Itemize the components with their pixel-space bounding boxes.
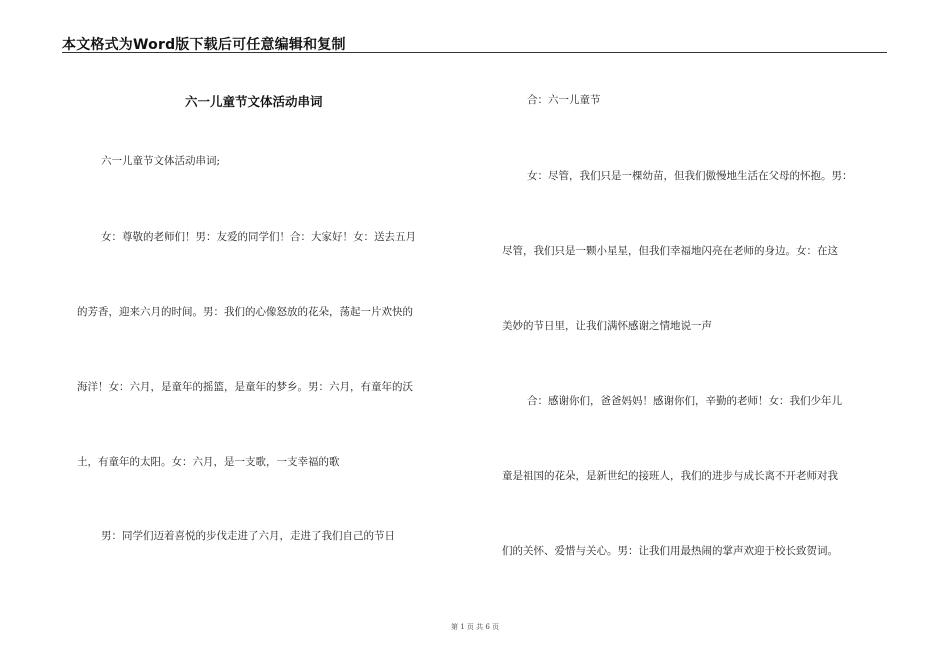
left-paragraph-line: 男：同学们迈着喜悦的步伐走进了六月，走进了我们自己的节日 xyxy=(101,530,395,542)
left-paragraph-line: 土，有童年的太阳。女：六月，是一支歌，一支幸福的歌 xyxy=(77,456,340,468)
left-paragraph-line: 女：尊敬的老师们！男：友爱的同学们！合：大家好！女：送去五月 xyxy=(101,231,416,243)
right-paragraph-line: 美妙的节日里，让我们满怀感谢之情地说一声 xyxy=(502,320,712,332)
download-banner: 本文格式为Word版下载后可任意编辑和复制 xyxy=(62,37,346,53)
left-paragraph-line: 的芳香，迎来六月的时间。男：我们的心像怒放的花朵，荡起一片欢快的 xyxy=(77,306,413,318)
right-paragraph-line: 尽管，我们只是一颗小星星，但我们幸福地闪亮在老师的身边。女：在这 xyxy=(502,245,838,257)
right-paragraph-line: 合：六一儿童节 xyxy=(527,94,601,106)
left-paragraph-line: 六一儿童节文体活动串词; xyxy=(101,155,221,167)
document-title: 六一儿童节文体活动串词 xyxy=(185,94,323,109)
left-paragraph-line: 海洋！女：六月，是童年的摇篮，是童年的梦乡。男：六月，有童年的沃 xyxy=(77,381,413,393)
right-paragraph-line: 童是祖国的花朵，是新世纪的接班人，我们的进步与成长离不开老师对我 xyxy=(502,470,838,482)
header-divider xyxy=(62,52,887,53)
right-paragraph-line: 们的关怀、爱惜与关心。男：让我们用最热闹的掌声欢迎于校长致贺词。 xyxy=(502,545,838,557)
right-paragraph-line: 女：尽管，我们只是一棵幼苗，但我们傲慢地生活在父母的怀抱。男： xyxy=(527,170,853,182)
page-number: 第 1 页 共 6 页 xyxy=(450,623,500,631)
right-paragraph-line: 合：感谢你们，爸爸妈妈！感谢你们，辛勤的老师！女：我们少年儿 xyxy=(527,395,842,407)
